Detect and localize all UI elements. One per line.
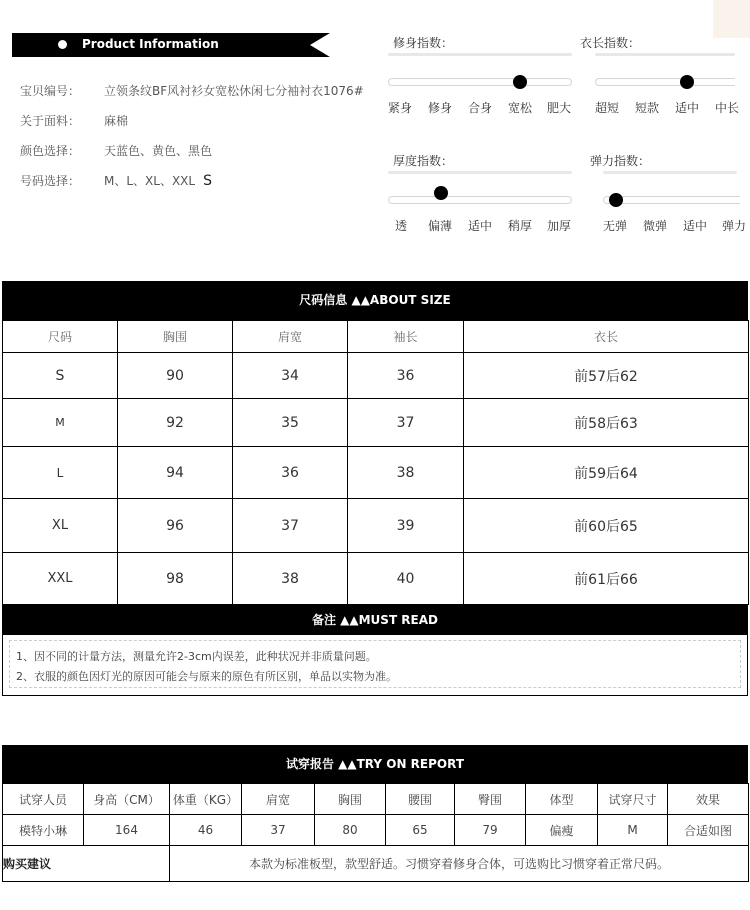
elasticity-index-option-clip [722,217,747,233]
size-table [2,320,749,605]
column-header: 尺码 [3,321,118,353]
table-cell: S [3,353,118,399]
table-cell: XXL [3,553,118,605]
length-index-option: 短款 [635,101,660,115]
table-cell: M [598,815,668,846]
table-cell: 40 [348,553,464,605]
try-on-table [2,783,749,882]
table-cell: 79 [455,815,526,846]
table-cell: 34 [233,353,348,399]
column-header: 试穿人员 [3,784,84,815]
column-header: 体重（KG） [170,784,242,815]
table-cell: L [3,447,118,499]
thickness-index-underline [388,171,572,174]
info-label: 宝贝编号： [20,84,81,98]
table-cell: 前58后63 [464,399,749,447]
column-header: 袖长 [348,321,464,353]
table-cell: XL [3,499,118,553]
column-header: 试穿尺寸 [598,784,668,815]
thickness-index-label: 厚度指数： [393,154,454,168]
length-index-underline [595,53,735,56]
table-cell: 90 [118,353,233,399]
elasticity-index-option: 微弹 [643,219,668,233]
column-header: 肩宽 [233,321,348,353]
fit-index-option: 紧身 [388,101,413,115]
sizes-list: M、L、XL、XXL [104,174,196,188]
thickness-index-option: 稍厚 [508,219,533,233]
info-label: 号码选择： [20,174,81,188]
size-section-header: 尺码信息 ▲▲ABOUT SIZE [2,281,748,320]
table-cell: 38 [348,447,464,499]
elasticity-index-option: 适中 [683,219,708,233]
table-cell: 35 [233,399,348,447]
column-header: 效果 [668,784,749,815]
length-index-knob [680,75,694,89]
notes-section-header: 备注 ▲▲MUST READ [2,605,748,635]
table-cell: 65 [386,815,455,846]
fit-index-knob [513,75,527,89]
column-header: 胸围 [315,784,386,815]
thickness-index-track [388,196,572,204]
fit-index-option: 肥大 [547,101,572,115]
elasticity-index-underline [603,171,737,174]
table-cell: 94 [118,447,233,499]
fit-index-label: 修身指数： [393,36,454,50]
advice-label [3,846,170,882]
table-row [3,553,749,605]
info-value [104,172,212,189]
thickness-index-option: 透 [395,219,408,233]
table-row [3,399,749,447]
elasticity-index-option: 弹力 [722,219,747,233]
table-cell: 36 [233,447,348,499]
note-line: 2、衣服的颜色因灯光的原因可能会与原来的原色有所区别，单品以实物为准。 [16,670,397,683]
thickness-index-option: 适中 [468,219,493,233]
table-cell: 模特小琳 [3,815,84,846]
table-cell: M [3,399,118,447]
info-value: 立领条纹BF风衬衫女宽松休闲七分袖衬衣1076# [104,84,364,98]
product-info-banner [12,33,330,57]
decorative-corner [713,0,750,38]
info-label: 关于面料： [20,114,81,128]
column-header: 腰围 [386,784,455,815]
advice-row [3,846,749,882]
thickness-index-option: 加厚 [547,219,572,233]
length-index-option: 中长 [715,101,740,115]
table-row [3,353,749,399]
size-table-header-row [3,321,749,353]
size-extra: S [203,173,212,189]
thickness-index-knob [434,186,448,200]
try-on-section-header: 试穿报告 ▲▲TRY ON REPORT [2,745,748,783]
product-info-title: Product Information [82,37,219,51]
fit-index-option: 修身 [428,101,453,115]
advice-text: 本款为标准板型，款型舒适。习惯穿着修身合体，可选购比习惯穿着正常尺码。 [170,846,749,882]
fit-index-option: 宽松 [508,101,533,115]
fit-index-option: 合身 [468,101,493,115]
length-index-track [595,78,735,86]
table-cell: 98 [118,553,233,605]
table-cell: 前59后64 [464,447,749,499]
table-cell: 37 [242,815,315,846]
length-index-option: 超短 [595,101,620,115]
table-row [3,447,749,499]
column-header: 肩宽 [242,784,315,815]
column-header: 胸围 [118,321,233,353]
thickness-index-option: 偏薄 [428,219,453,233]
table-row [3,499,749,553]
length-index-label: 衣长指数： [580,36,641,50]
advice-label-text: 购买建议 [3,857,52,871]
fit-index-track [388,78,572,86]
table-cell: 92 [118,399,233,447]
bullet-dot-icon [58,40,67,49]
table-cell: 前61后66 [464,553,749,605]
table-cell: 前60后65 [464,499,749,553]
try-on-header-row [3,784,749,815]
length-index-option-clip [715,99,740,115]
column-header: 衣长 [464,321,749,353]
table-cell: 38 [233,553,348,605]
table-row [3,815,749,846]
notes-inner [9,640,741,688]
elasticity-index-label: 弹力指数： [590,154,651,168]
info-value: 麻棉 [104,114,129,128]
table-cell: 37 [348,399,464,447]
elasticity-index-track [603,196,740,204]
table-cell: 前57后62 [464,353,749,399]
table-cell: 36 [348,353,464,399]
table-cell: 37 [233,499,348,553]
table-cell: 96 [118,499,233,553]
column-header: 身高（CM） [84,784,170,815]
fit-index-underline [388,53,572,56]
table-cell: 80 [315,815,386,846]
table-cell: 164 [84,815,170,846]
table-cell: 合适如图 [668,815,749,846]
column-header: 臀围 [455,784,526,815]
length-index-option: 适中 [675,101,700,115]
elasticity-index-knob [609,193,623,207]
note-line: 1、因不同的计量方法，测量允许2-3cm内误差，此种状况并非质量问题。 [16,650,377,663]
column-header: 体型 [526,784,598,815]
info-value: 天蓝色、黄色、黑色 [104,144,213,158]
elasticity-index-option: 无弹 [603,219,628,233]
table-cell: 39 [348,499,464,553]
notes-box [2,634,748,696]
table-cell: 46 [170,815,242,846]
table-cell: 偏瘦 [526,815,598,846]
info-label: 颜色选择： [20,144,81,158]
